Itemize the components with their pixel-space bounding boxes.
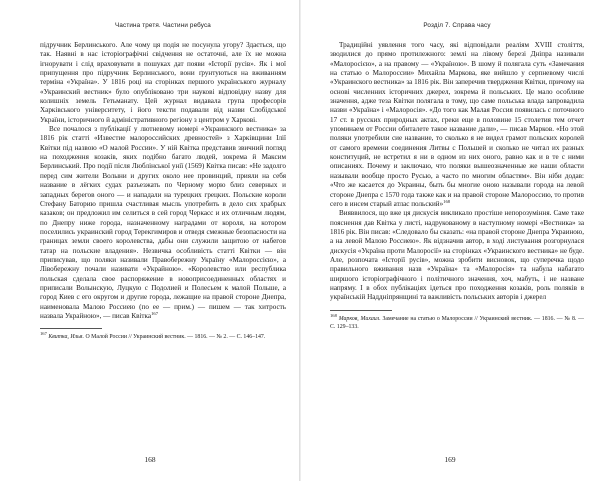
footnote-marker: 167 bbox=[40, 331, 47, 337]
page-number: 169 bbox=[444, 455, 456, 464]
footnote-author: Марков, Михаил. bbox=[338, 315, 381, 322]
footnote-rule bbox=[40, 328, 102, 329]
footnote-marker: 168 bbox=[330, 312, 337, 318]
footnote-text: Замечание на статью о Малороссии // Украинский вестник. — 1816. — № 8. — С. 129–133. bbox=[330, 315, 585, 330]
page-body bbox=[330, 41, 584, 303]
footnote-rule bbox=[330, 310, 392, 311]
page-number: 168 bbox=[144, 455, 156, 464]
right-page bbox=[300, 0, 600, 481]
footnote-ref: 168 bbox=[443, 198, 451, 204]
page-body bbox=[40, 41, 286, 321]
paragraph-text: Традиційні уявлення того часу, які відповідали реаліям XVIII століття, зводилися до прямо протилежного: землі на лівому березі Дніпра називали «Малоросією», а на правому — «Україною». В шому й полягала суть «Замечания на статью о Малороссии» Михайла Маркова, яке вийшло у серпневому числі «Украинского вестника» за 1816 рік. Він заперечив твердження Квітки, причому на основі численних історичних джерел, зокрема й польських. Це мало особливе значення, адже теза Квітки полягала в тому, що саме польська влада запровадила назви «Україна» і «Малоросія». «До того как Малая Россия появилась с поточного 17 ст. в русских природных актах, греки еще в половине 15 столетия тем отчет упоминаем от России обиталете такое название дали», — писав Марков. «Но этой поляки употребили сие название, то сколько я не видел грамот польских королей от самого времени соединения Литвы с Польшей и сколько не читал их разных конституций, не встретил я ни в одном из них оного, равно как и в те с ними описаниях. Почему и заключаю, что поляки вышеозначенные же наши области называли вообще просто Русью, а часто по многим областям». Він ніби додав: «Что же касается до Украины, быть бы многие оною называли города на левой стороне Днепра с 1570 года также как и на правой стороне Малороссию, то против сего в инсем старый атлас польский» bbox=[330, 41, 584, 208]
footnote bbox=[330, 312, 585, 331]
footnote bbox=[40, 333, 286, 341]
running-head: Частина третя. Частини ребуса bbox=[115, 22, 211, 29]
paragraph bbox=[40, 125, 286, 321]
paragraph bbox=[330, 41, 584, 209]
footnote-author: Квитка, Илья. bbox=[48, 334, 84, 341]
footnote-ref: 167 bbox=[151, 310, 158, 316]
paragraph: підручник Берлинського. Але чому ця подія не посунула угору? Здається, що так. Наявні в нас історіографічні свідчення не остаточні, але їх не можна ігнорувати і слід враховувати в пошуках дат появи «Історії русів». Як і мої припущення про підручник Берлинського, вони ґрунтуються на вживанням терміна «Україна». У 1816 році на сторінках першого українського журналу «Украинский вестник» було опубліковано три наукові відповідну назву для колишніх земель Гетьманату. Цей журнал видавала група професорів Харківського університету, і його тексти подавали від назви Слобідської України, історичного й адміністративного регіону з центром у Харкові. bbox=[40, 41, 286, 124]
paragraph: Вияввилося, що вже ця дискусія викликало простіше непорозуміння. Саме таке пояснення дав Квітка у листі, надрукованому в наступному номері «Вестника» за 1816 рік. Він писав: «Следовало бы сказать: «на правой стороне Днепра Украиною, а на левой Малою Россиею». Як відзначив автор, в ході листування розгорнулася дискусія «Україна проти Малоросії» на сторінках «Украинского вестника» не буде. Але, розпочата «Історії русів», можна зробити висновок, що суперечка щодо правильного вживання назв «Україна» та «Малоросія» та набула набагато ширшого історіографічного і політичного значення, хоч, мабуть, і не назване напряму. І в обох публікаціях ідеться про походження козаків, роль поляків в українській Наддніпрянщині та важливість польських авторів і джерел bbox=[330, 209, 584, 302]
footnote-text: О Малой России // Украинский вестник. — 1816. — № 2. — С. 146–147. bbox=[85, 334, 266, 341]
running-head: Розділ 7. Справа часу bbox=[423, 22, 491, 29]
paragraph-text: Все почалося з публікації у лютневому номері «Украинского вестника» за 1816 рік статті «Известие малороссийских древностей» з Харківщини Ілії Квітки під назвою «О малой России». У ній Квітка представив звичний погляд на походження козаків, яких подібно багато людей, зокрема й Максим Берлинський. Про події після Люблінської унії (1569) Квітка писав: «Не задолго перед сим жители Волыни и других около нее провинций, прияли на себя название в лёгких судах разъезжать по Черному морю близ северных и западных берегов оного — и нападали на турецких грецких. Польские короли Стефану Баторию пришла счастливая мысль употребить в дело сих храбрых казаков; он предложил им селиться в сей город Черкасс и их отличным людям, по Днепру ниже города, назначенному наградами от короля, на котором поселились украинский город Терекгимиров и отведя смежные безопасности на границах земли своего королевства, дабы они служили защитою от набегов татар на польские владения». Незвичка особливість статті Квітки — він приписував, що поляки називали Правобережну Україну «Малороссією», а Лівобережну почали називати «Украйною». «Королевство или республика польская сделала свое распоряжение в новоприсоединенных областях и приписали Волынскую, Луцкую с Подолией и Полесьем к малой Польше, а город Киев с его округом и другие города, лежащие на правой стороне Днепра, наименовала Малою Россиею (по ее — прим.) — пишем — так хитрость назвала Украйною», — писав Квітка bbox=[40, 125, 286, 320]
